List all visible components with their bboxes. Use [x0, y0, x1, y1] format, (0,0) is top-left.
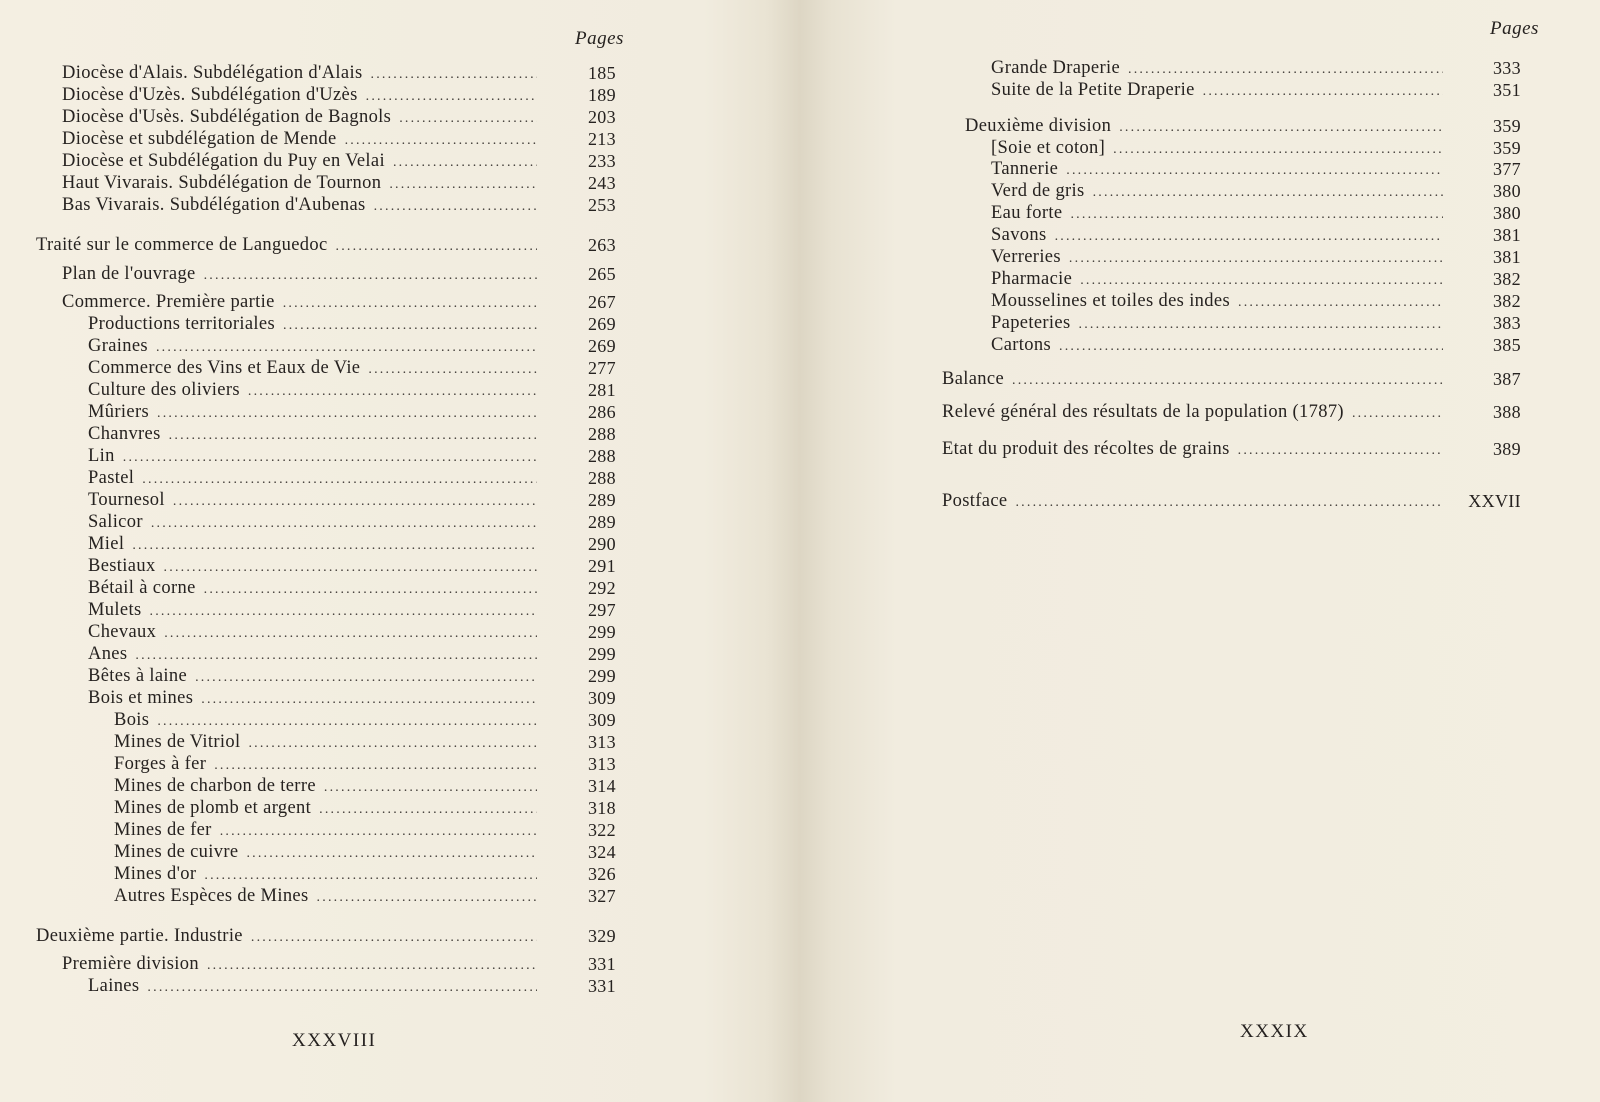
toc-entry-title: Tournesol	[88, 490, 165, 510]
dot-leader	[1238, 442, 1443, 460]
toc-entry	[991, 57, 1521, 79]
toc-entry-title: Miel	[88, 534, 125, 554]
toc-entry-page: 185	[587, 63, 616, 83]
toc-entry-page: 383	[1492, 313, 1521, 333]
toc-entry	[88, 313, 616, 335]
dot-leader	[135, 647, 537, 665]
toc-entry	[991, 79, 1521, 101]
page-number: XXXIX	[1240, 1021, 1309, 1042]
toc-entry-page: 290	[587, 534, 616, 554]
toc-entry-page: 387	[1492, 369, 1521, 389]
dot-leader	[207, 957, 537, 975]
dot-leader	[1128, 61, 1443, 79]
toc-entry	[88, 335, 616, 357]
toc-entry-title: Suite de la Petite Draperie	[991, 80, 1195, 100]
toc-entry-page: 288	[587, 446, 616, 466]
dot-leader	[393, 154, 537, 172]
dot-leader	[157, 405, 537, 423]
toc-entry-title: Première division	[62, 954, 199, 974]
toc-entry-page: 385	[1492, 335, 1521, 355]
toc-entry	[114, 863, 616, 885]
toc-entry-page: 381	[1492, 247, 1521, 267]
dot-leader	[220, 823, 537, 841]
toc-entry	[991, 202, 1521, 224]
toc-entry-page: 288	[587, 424, 616, 444]
toc-entry-title: Traité sur le commerce de Languedoc	[36, 235, 328, 255]
toc-entry	[88, 489, 616, 511]
dot-leader	[246, 845, 537, 863]
toc-entry	[88, 379, 616, 401]
toc-entry-title: Mines de Vitriol	[114, 732, 241, 752]
dot-leader	[248, 735, 537, 753]
toc-entry	[88, 687, 616, 709]
dot-leader	[1069, 250, 1443, 268]
toc-entry	[62, 128, 616, 150]
toc-entry-page: 291	[587, 556, 616, 576]
toc-entry-title: Savons	[991, 225, 1047, 245]
toc-entry	[991, 312, 1521, 334]
toc-entry-page: 314	[587, 776, 616, 796]
toc-entry-page: 333	[1492, 58, 1521, 78]
toc-entry-title: Laines	[88, 976, 140, 996]
toc-entry-title: Autres Espèces de Mines	[114, 886, 309, 906]
toc-entry-page: 388	[1492, 402, 1521, 422]
toc-entry-title: Bois et mines	[88, 688, 194, 708]
dot-leader	[366, 88, 537, 106]
dot-leader	[157, 713, 537, 731]
toc-entry-page: 351	[1492, 80, 1521, 100]
dot-leader	[151, 515, 537, 533]
toc-entry	[88, 555, 616, 577]
toc-entry	[88, 511, 616, 533]
toc-entry	[62, 106, 616, 128]
toc-entry-page: 299	[587, 622, 616, 642]
toc-entry-page: 253	[587, 195, 616, 215]
dot-leader	[1352, 405, 1443, 423]
toc-entry	[88, 599, 616, 621]
dot-leader	[214, 757, 537, 775]
toc-entry	[88, 467, 616, 489]
toc-entry-page: 331	[587, 954, 616, 974]
dot-leader	[371, 66, 538, 84]
dot-leader	[123, 449, 537, 467]
dot-leader	[1015, 494, 1443, 512]
dot-leader	[204, 581, 537, 599]
toc-entry-title: Bestiaux	[88, 556, 156, 576]
toc-entry-title: Pharmacie	[991, 269, 1073, 289]
toc-entry-page: 326	[587, 864, 616, 884]
toc-entry-title: Productions territoriales	[88, 314, 276, 334]
dot-leader	[1203, 83, 1443, 101]
toc-entry-page: 377	[1492, 159, 1521, 179]
toc-entry-page: 288	[587, 468, 616, 488]
dot-leader	[1055, 228, 1443, 246]
toc-entry-title: Diocèse d'Usès. Subdélégation de Bagnols	[62, 107, 392, 127]
dot-leader	[389, 176, 537, 194]
toc-entry-page: 382	[1492, 291, 1521, 311]
toc-entry-title: Graines	[88, 336, 148, 356]
toc-entry-page: 318	[587, 798, 616, 818]
dot-leader	[324, 779, 537, 797]
toc-entry-title: Papeteries	[991, 313, 1071, 333]
toc-entry-page: 359	[1492, 138, 1521, 158]
toc-entry-title: Grande Draperie	[991, 58, 1121, 78]
toc-entry	[942, 401, 1521, 423]
dot-leader	[319, 801, 537, 819]
toc-entry-title: Commerce des Vins et Eaux de Vie	[88, 358, 361, 378]
dot-leader	[251, 929, 537, 947]
toc-entry-title: Tannerie	[991, 159, 1059, 179]
toc-entry-title: Mines de plomb et argent	[114, 798, 312, 818]
toc-entry-page: 382	[1492, 269, 1521, 289]
dot-leader	[317, 889, 537, 907]
dot-leader	[195, 669, 537, 687]
pages-column-label: Pages	[575, 28, 624, 49]
toc-entry-page: 263	[587, 235, 616, 255]
toc-entry-page: 267	[587, 292, 616, 312]
toc-entry-page: 380	[1492, 203, 1521, 223]
toc-entry-title: Mulets	[88, 600, 142, 620]
toc-entry-page: 299	[587, 666, 616, 686]
toc-entry-title: Plan de l'ouvrage	[62, 264, 196, 284]
toc-entry-title: Etat du produit des récoltes de grains	[942, 439, 1230, 459]
dot-leader	[1113, 141, 1443, 159]
toc-entry	[62, 84, 616, 106]
toc-entry-page: 203	[587, 107, 616, 127]
dot-leader	[345, 132, 537, 150]
toc-entry-page: 313	[587, 732, 616, 752]
toc-entry	[88, 577, 616, 599]
toc-entry-page: 359	[1492, 116, 1521, 136]
toc-entry-page: 313	[587, 754, 616, 774]
dot-leader	[283, 295, 537, 313]
toc-entry-title: Eau forte	[991, 203, 1063, 223]
toc-entry-title: Mines de fer	[114, 820, 212, 840]
toc-entry-page: 331	[587, 976, 616, 996]
toc-entry	[36, 925, 616, 947]
toc-entry-title: Forges à fer	[114, 754, 207, 774]
pages-column-label: Pages	[1490, 18, 1539, 39]
toc-entry-page: 289	[587, 512, 616, 532]
toc-entry-page: 281	[587, 380, 616, 400]
toc-entry	[88, 643, 616, 665]
toc-entry	[88, 621, 616, 643]
dot-leader	[1059, 338, 1443, 356]
dot-leader	[204, 267, 537, 285]
dot-leader	[132, 537, 537, 555]
toc-entry	[991, 158, 1521, 180]
dot-leader	[1119, 119, 1443, 137]
toc-entry-page: 277	[587, 358, 616, 378]
toc-entry-title: Bois	[114, 710, 150, 730]
toc-entry	[114, 753, 616, 775]
toc-entry	[62, 62, 616, 84]
toc-entry-page: 289	[587, 490, 616, 510]
toc-entry	[62, 150, 616, 172]
toc-entry	[991, 290, 1521, 312]
toc-entry-page: 380	[1492, 181, 1521, 201]
toc-entry-page: 213	[587, 129, 616, 149]
dot-leader	[201, 691, 537, 709]
toc-entry	[62, 194, 616, 216]
toc-entry-page: 269	[587, 336, 616, 356]
toc-entry-title: Chanvres	[88, 424, 161, 444]
toc-entry-page: 297	[587, 600, 616, 620]
toc-entry-title: Bétail à corne	[88, 578, 196, 598]
dot-leader	[150, 603, 538, 621]
toc-entry-title: Postface	[942, 491, 1008, 511]
dot-leader	[1080, 272, 1443, 290]
toc-entry	[942, 438, 1521, 460]
dot-leader	[164, 559, 537, 577]
dot-leader	[169, 427, 537, 445]
toc-entry-title: Lin	[88, 446, 115, 466]
toc-entry-title: Chevaux	[88, 622, 157, 642]
toc-entry-page: 299	[587, 644, 616, 664]
toc-entry-page: 329	[587, 926, 616, 946]
toc-entry	[88, 975, 616, 997]
dot-leader	[173, 493, 537, 511]
toc-entry-title: Mines d'or	[114, 864, 197, 884]
dot-leader	[142, 471, 537, 489]
dot-leader	[1079, 316, 1443, 334]
dot-leader	[1238, 294, 1443, 312]
toc-entry-title: Bas Vivarais. Subdélégation d'Aubenas	[62, 195, 366, 215]
toc-entry	[114, 885, 616, 907]
toc-entry	[88, 401, 616, 423]
toc-entry-title: Culture des oliviers	[88, 380, 240, 400]
toc-entry	[991, 334, 1521, 356]
toc-entry-title: Haut Vivarais. Subdélégation de Tournon	[62, 173, 382, 193]
toc-entry-page: 309	[587, 688, 616, 708]
toc-entry	[62, 953, 616, 975]
toc-entry-page: 286	[587, 402, 616, 422]
toc-entry	[991, 180, 1521, 202]
toc-entry-title: Deuxième division	[965, 116, 1112, 136]
toc-entry-page: 265	[587, 264, 616, 284]
toc-entry-page: 243	[587, 173, 616, 193]
toc-entry-page: 189	[587, 85, 616, 105]
toc-entry	[62, 172, 616, 194]
dot-leader	[147, 979, 537, 997]
toc-entry	[991, 224, 1521, 246]
toc-entry	[942, 490, 1521, 512]
toc-entry	[114, 709, 616, 731]
toc-entry	[88, 445, 616, 467]
toc-entry-title: Mousselines et toiles des indes	[991, 291, 1230, 311]
toc-entry	[114, 797, 616, 819]
toc-entry	[88, 423, 616, 445]
toc-entry-title: Balance	[942, 369, 1005, 389]
toc-entry	[114, 731, 616, 753]
toc-entry	[965, 115, 1521, 137]
toc-entry	[88, 665, 616, 687]
page-number: XXXVIII	[292, 1030, 377, 1051]
toc-entry-title: Diocèse et subdélégation de Mende	[62, 129, 337, 149]
toc-entry-title: [Soie et coton]	[991, 138, 1106, 158]
toc-entry-title: Mûriers	[88, 402, 150, 422]
dot-leader	[204, 867, 537, 885]
toc-entry-title: Salicor	[88, 512, 143, 532]
toc-entry-title: Mines de cuivre	[114, 842, 239, 862]
toc-entry	[942, 368, 1521, 390]
toc-entry	[36, 234, 616, 256]
toc-entry-title: Deuxième partie. Industrie	[36, 926, 243, 946]
toc-entry-page: 322	[587, 820, 616, 840]
toc-entry	[62, 263, 616, 285]
toc-entry-title: Verreries	[991, 247, 1061, 267]
toc-entry	[991, 137, 1521, 159]
right-page	[800, 0, 1600, 1102]
toc-entry	[114, 775, 616, 797]
toc-entry-title: Verd de gris	[991, 181, 1085, 201]
toc-entry-page: 292	[587, 578, 616, 598]
toc-entry	[991, 268, 1521, 290]
toc-entry	[114, 841, 616, 863]
dot-leader	[374, 198, 537, 216]
dot-leader	[283, 317, 537, 335]
toc-entry-title: Diocèse d'Uzès. Subdélégation d'Uzès	[62, 85, 358, 105]
toc-entry-page: XXVII	[1468, 491, 1521, 511]
dot-leader	[1093, 184, 1443, 202]
toc-entry-page: 269	[587, 314, 616, 334]
dot-leader	[156, 339, 537, 357]
toc-entry-page: 324	[587, 842, 616, 862]
dot-leader	[248, 383, 537, 401]
toc-entry	[114, 819, 616, 841]
dot-leader	[1066, 162, 1443, 180]
dot-leader	[336, 238, 537, 256]
toc-entry-title: Cartons	[991, 335, 1052, 355]
toc-entry	[62, 291, 616, 313]
toc-entry-page: 381	[1492, 225, 1521, 245]
dot-leader	[164, 625, 537, 643]
dot-leader	[1070, 206, 1443, 224]
toc-entry-page: 233	[587, 151, 616, 171]
toc-entry	[88, 357, 616, 379]
toc-entry-title: Pastel	[88, 468, 135, 488]
toc-entry	[88, 533, 616, 555]
dot-leader	[1012, 372, 1443, 390]
toc-entry-title: Diocèse d'Alais. Subdélégation d'Alais	[62, 63, 363, 83]
toc-entry-title: Bêtes à laine	[88, 666, 188, 686]
toc-entry-title: Anes	[88, 644, 128, 664]
toc-entry-title: Diocèse et Subdélégation du Puy en Velai	[62, 151, 385, 171]
toc-entry-title: Commerce. Première partie	[62, 292, 275, 312]
toc-entry-page: 309	[587, 710, 616, 730]
dot-leader	[399, 110, 537, 128]
toc-entry-page: 389	[1492, 439, 1521, 459]
dot-leader	[368, 361, 537, 379]
toc-entry-page: 327	[587, 886, 616, 906]
toc-entry-title: Mines de charbon de terre	[114, 776, 316, 796]
toc-entry	[991, 246, 1521, 268]
toc-entry-title: Relevé général des résultats de la population (1787)	[942, 402, 1344, 422]
